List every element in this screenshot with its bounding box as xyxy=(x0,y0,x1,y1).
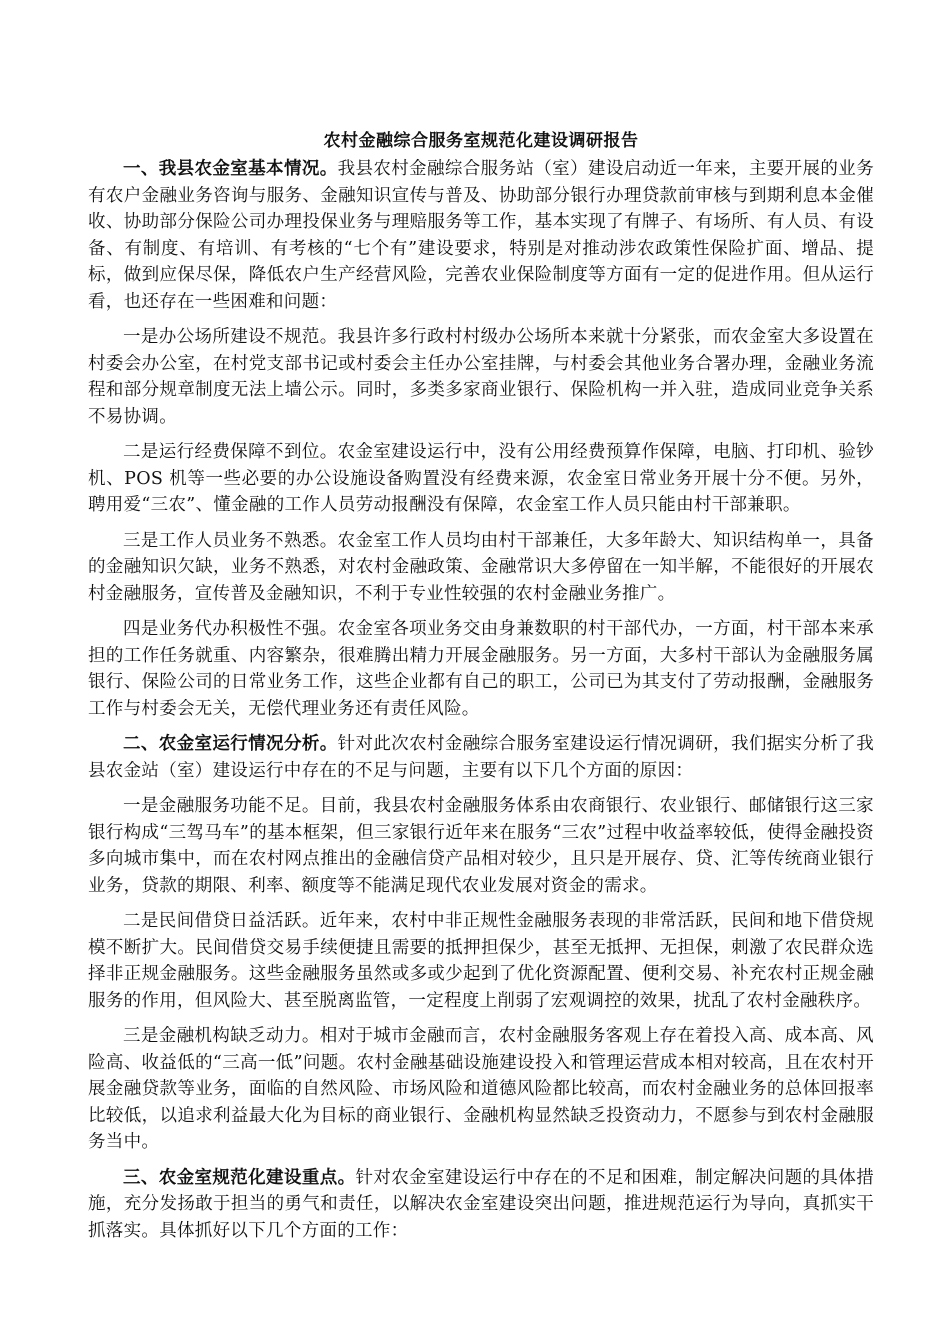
section-2-point-1: 一是金融服务功能不足。目前，我县农村金融服务体系由农商银行、农业银行、邮储银行这三家银行构成“三驾马车”的基本框架，但三家银行近年来在服务“三农”过程中收益率较低，使得金融投资多向城市集中，而在农村网点推出的金融信贷产品相对较少，且只是开展存、贷、汇等传统商业银行业务，贷款的期限、利率、额度等不能满足现代农业发展对资金的需求。 xyxy=(88,796,874,896)
section-3-paragraph xyxy=(88,1165,874,1245)
section-1-intro: 我县农村金融综合服务站（室）建设启动近一年来，主要开展的业务有农户金融业务咨询与服务、金融知识宣传与普及、协助部分银行办理贷款前审核与到期利息本金催收、协助部分保险公司办理投保业务与理赔服务等工作，基本实现了有牌子、有场所、有人员、有设备、有制度、有培训、有考核的“七个有”建设要求，特别是对推动涉农政策性保险扩面、增品、提标，做到应保尽保，降低农户生产经营风险，完善农业保险制度等方面有一定的促进作用。但从运行看，也还存在一些困难和问题： xyxy=(88,159,874,312)
section-1-point-1: 一是办公场所建设不规范。我县许多行政村村级办公场所本来就十分紧张，而农金室大多设置在村委会办公室，在村党支部书记或村委会主任办公室挂牌，与村委会其他业务合署办理，金融业务流程和部分规章制度无法上墙公示。同时，多类多家商业银行、保险机构一并入驻，造成同业竞争关系不易协调。 xyxy=(88,327,874,427)
section-2-heading: 二、农金室运行情况分析。 xyxy=(123,734,338,754)
section-3-heading: 三、农金室规范化建设重点。 xyxy=(123,1167,356,1188)
document-title: 农村金融综合服务室规范化建设调研报告 xyxy=(323,131,639,151)
section-3-intro: 针对农金室建设运行中存在的不足和困难，制定解决问题的具体措施，充分发扬敢于担当的勇气和责任，以解决农金室建设突出问题，推进规范运行为导向，真抓实干抓落实。具体抓好以下几个方面的工作： xyxy=(88,1167,874,1241)
section-2-point-3: 三是金融机构缺乏动力。相对于城市金融而言，农村金融服务客观上存在着投入高、成本高、风险高、收益低的“三高一低”问题。农村金融基础设施建设投入和管理运营成本相对较高，且在农村开展金融贷款等业务，面临的自然风险、市场风险和道德风险都比较高，而农村金融业务的总体回报率比较低，以追求利益最大化为目标的商业银行、金融机构显然缺乏投资动力，不愿参与到农村金融服务当中。 xyxy=(88,1026,874,1152)
section-1-heading: 一、我县农金室基本情况。 xyxy=(123,159,338,179)
document-page xyxy=(88,128,874,1253)
section-1-point-2: 二是运行经费保障不到位。农金室建设运行中，没有公用经费预算作保障，电脑、打印机、验钞机、POS 机等一些必要的办公设施设备购置没有经费来源，农金室日常业务开展十分不便。另外，聘用爱“三农”、懂金融的工作人员劳动报酬没有保障，农金室工作人员只能由村干部兼职。 xyxy=(88,442,874,515)
section-2-paragraph xyxy=(88,731,874,784)
section-2-intro: 针对此次农村金融综合服务室建设运行情况调研，我们据实分析了我县农金站（室）建设运行中存在的不足与问题，主要有以下几个方面的原因： xyxy=(88,734,874,781)
section-1-point-4: 四是业务代办积极性不强。农金室各项业务交由身兼数职的村干部代办，一方面，村干部本来承担的工作任务就重、内容繁杂，很难腾出精力开展金融服务。另一方面，大多村干部认为金融服务属银行、保险公司的日常业务工作，这些企业都有自己的职工，公司已为其支付了劳动报酬，金融服务工作与村委会无关，无偿代理业务还有责任风险。 xyxy=(88,619,874,719)
section-2-point-2: 二是民间借贷日益活跃。近年来，农村中非正规性金融服务表现的非常活跃，民间和地下借贷规模不断扩大。民间借贷交易手续便捷且需要的抵押担保少，甚至无抵押、无担保，刺激了农民群众选择非正规金融服务。这些金融服务虽然或多或少起到了优化资源配置、便利交易、补充农村正规金融服务的作用，但风险大、甚至脱离监管，一定程度上削弱了宏观调控的效果，扰乱了农村金融秩序。 xyxy=(88,911,874,1011)
section-1-point-3: 三是工作人员业务不熟悉。农金室工作人员均由村干部兼任，大多年龄大、知识结构单一，具备的金融知识欠缺，业务不熟悉，对农村金融政策、金融常识大多停留在一知半解，不能很好的开展农村金融服务，宣传普及金融知识，不利于专业性较强的农村金融业务推广。 xyxy=(88,530,874,604)
section-1-paragraph xyxy=(88,156,874,315)
